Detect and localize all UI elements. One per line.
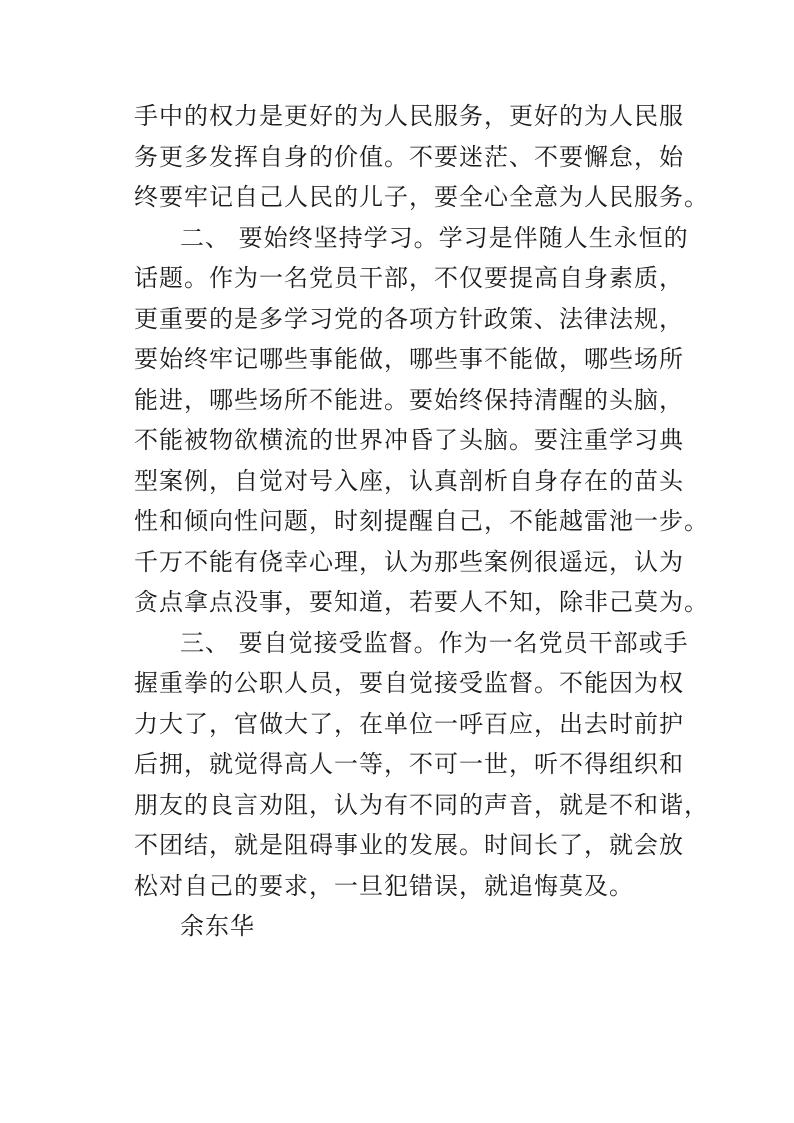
document-body [134, 96, 709, 947]
text-line-3: 终要牢记自己人民的儿子，要全心全意为人民服务。 [134, 183, 709, 211]
text-line-7: 要始终牢记哪些事能做，哪些事不能做，哪些场所 [134, 345, 684, 373]
text-line-11: 性和倾向性问题，时刻提醒自己，不能越雷池一步。 [134, 507, 709, 535]
text-line-17: 后拥，就觉得高人一等，不可一世，听不得组织和 [134, 750, 684, 778]
text-line-9: 不能被物欲横流的世界冲昏了头脑。要注重学习典 [134, 426, 684, 454]
text-line-5: 话题。作为一名党员干部，不仅要提高自身素质， [134, 264, 684, 292]
text-line-12: 千万不能有侥幸心理，认为那些案例很遥远，认为 [134, 547, 684, 576]
text-line-2: 务更多发挥自身的价值。不要迷茫、不要懈怠，始 [134, 142, 684, 171]
text-line-1: 手中的权力是更好的为人民服务，更好的为人民服 [134, 102, 684, 130]
section-heading-three: 三、 要自觉接受监督。作为一名党员干部或手 [180, 628, 689, 657]
text-line-6: 更重要的是多学习党的各项方针政策、法律法规， [134, 304, 684, 333]
text-line-10: 型案例，自觉对号入座，认真剖析自身存在的苗头 [134, 466, 684, 495]
text-line-15: 握重拳的公职人员，要自觉接受监督。不能因为权 [134, 669, 684, 697]
author-signature: 余东华 [180, 912, 255, 940]
text-line-20: 松对自己的要求，一旦犯错误，就追悔莫及。 [134, 871, 634, 900]
text-line-13: 贪点拿点没事，要知道，若要人不知，除非己莫为。 [134, 588, 709, 616]
text-line-18: 朋友的良言劝阻，认为有不同的声音，就是不和谐， [134, 790, 709, 819]
text-line-16: 力大了，官做大了，在单位一呼百应，出去时前护 [134, 709, 684, 738]
text-line-8: 能进，哪些场所不能进。要始终保持清醒的头脑， [134, 385, 684, 414]
text-line-19: 不团结，就是阻碍事业的发展。时间长了，就会放 [134, 831, 684, 859]
section-heading-two: 二、 要始终坚持学习。学习是伴随人生永恒的 [180, 223, 689, 252]
